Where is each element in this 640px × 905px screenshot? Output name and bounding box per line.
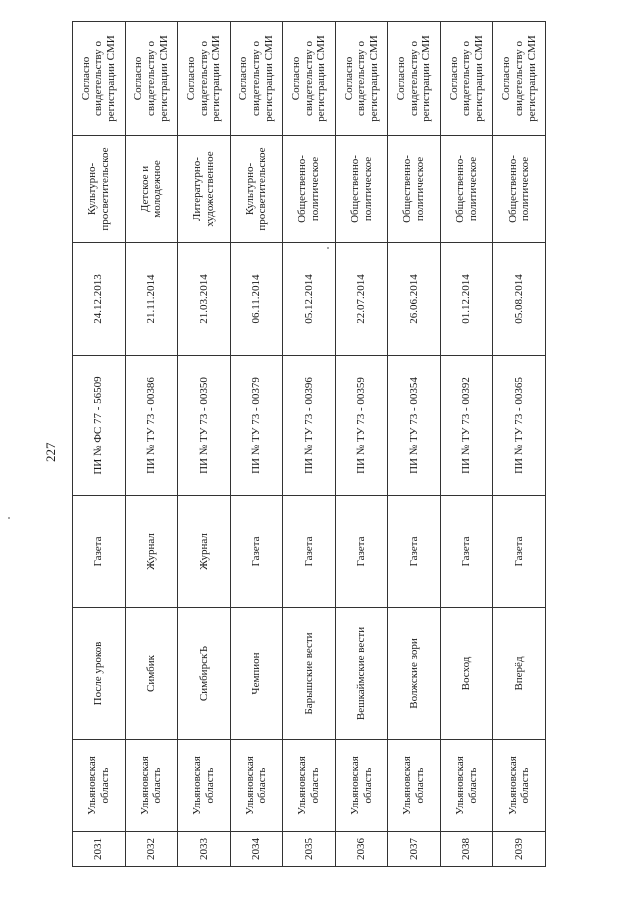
- cell-topic: Общественно-политическое: [283, 136, 336, 243]
- cell-form: Газета: [493, 496, 546, 608]
- cell-title: После уроков: [73, 608, 126, 740]
- cell-title: Вперёд: [493, 608, 546, 740]
- cell-reg-no: ПИ № ТУ 73 - 00396: [283, 356, 336, 496]
- cell-date: 24.12.2013: [73, 243, 126, 356]
- cell-topic: Общественно-политическое: [493, 136, 546, 243]
- cell-form: Газета: [335, 496, 388, 608]
- registry-table-rotated: [72, 22, 546, 867]
- cell-region: Ульяновская область: [388, 740, 441, 832]
- cell-num: 2037: [388, 832, 441, 867]
- cell-title: Барышские вести: [283, 608, 336, 740]
- cell-date: 05.08.2014: [493, 243, 546, 356]
- cell-topic: Общественно-политическое: [335, 136, 388, 243]
- cell-distribution: Согласно свидетельству о регистрации СМИ: [230, 22, 283, 136]
- media-registry-table: [72, 21, 546, 867]
- cell-date: 22.07.2014: [335, 243, 388, 356]
- cell-reg-no: ПИ № ТУ 73 - 00392: [440, 356, 493, 496]
- cell-num: 2034: [230, 832, 283, 867]
- cell-topic: Культурно-просветительское: [73, 136, 126, 243]
- cell-date: 06.11.2014: [230, 243, 283, 356]
- cell-region: Ульяновская область: [125, 740, 178, 832]
- table-body: [73, 22, 546, 867]
- cell-num: 2036: [335, 832, 388, 867]
- cell-topic: Общественно-политическое: [388, 136, 441, 243]
- cell-distribution: Согласно свидетельству о регистрации СМИ: [335, 22, 388, 136]
- cell-title: Симбик: [125, 608, 178, 740]
- table-row: [73, 22, 126, 867]
- cell-reg-no: ПИ № ТУ 73 - 00350: [178, 356, 231, 496]
- cell-region: Ульяновская область: [335, 740, 388, 832]
- cell-distribution: Согласно свидетельству о регистрации СМИ: [178, 22, 231, 136]
- cell-distribution: Согласно свидетельству о регистрации СМИ: [388, 22, 441, 136]
- page-number: 227: [43, 442, 58, 462]
- cell-distribution: Согласно свидетельству о регистрации СМИ: [73, 22, 126, 136]
- cell-title: СимбирскЪ: [178, 608, 231, 740]
- table-row: [440, 22, 493, 867]
- cell-num: 2032: [125, 832, 178, 867]
- table-row: [493, 22, 546, 867]
- cell-distribution: Согласно свидетельству о регистрации СМИ: [283, 22, 336, 136]
- cell-num: 2031: [73, 832, 126, 867]
- cell-region: Ульяновская область: [493, 740, 546, 832]
- table-row: [388, 22, 441, 867]
- cell-reg-no: ПИ № ТУ 73 - 00365: [493, 356, 546, 496]
- cell-date: 21.03.2014: [178, 243, 231, 356]
- cell-topic: Культурно-просветительское: [230, 136, 283, 243]
- cell-date: 26.06.2014: [388, 243, 441, 356]
- cell-form: Газета: [440, 496, 493, 608]
- cell-topic: Общественно-политическое: [440, 136, 493, 243]
- table-row: [283, 22, 336, 867]
- cell-distribution: Согласно свидетельству о регистрации СМИ: [440, 22, 493, 136]
- cell-date: 01.12.2014: [440, 243, 493, 356]
- cell-reg-no: ПИ № ТУ 73 - 00359: [335, 356, 388, 496]
- cell-region: Ульяновская область: [73, 740, 126, 832]
- cell-title: Вешкаймские вести: [335, 608, 388, 740]
- cell-num: 2035: [283, 832, 336, 867]
- cell-date: 21.11.2014: [125, 243, 178, 356]
- cell-region: Ульяновская область: [440, 740, 493, 832]
- cell-reg-no: ПИ № ТУ 73 - 00386: [125, 356, 178, 496]
- cell-reg-no: ПИ № ТУ 73 - 00354: [388, 356, 441, 496]
- cell-num: 2038: [440, 832, 493, 867]
- cell-reg-no: ПИ № ФС 77 - 56509: [73, 356, 126, 496]
- table-row: [125, 22, 178, 867]
- cell-form: Журнал: [178, 496, 231, 608]
- table-row: [335, 22, 388, 867]
- table-row: [230, 22, 283, 867]
- cell-form: Газета: [283, 496, 336, 608]
- cell-title: Чемпион: [230, 608, 283, 740]
- cell-title: Восход: [440, 608, 493, 740]
- cell-title: Волжские зори: [388, 608, 441, 740]
- cell-num: 2039: [493, 832, 546, 867]
- cell-topic: Детское и молодежное: [125, 136, 178, 243]
- cell-region: Ульяновская область: [230, 740, 283, 832]
- cell-form: Журнал: [125, 496, 178, 608]
- cell-form: Газета: [388, 496, 441, 608]
- cell-form: Газета: [73, 496, 126, 608]
- cell-num: 2033: [178, 832, 231, 867]
- cell-region: Ульяновская область: [178, 740, 231, 832]
- cell-topic: Литературно-художественное: [178, 136, 231, 243]
- cell-distribution: Согласно свидетельству о регистрации СМИ: [125, 22, 178, 136]
- table-row: [178, 22, 231, 867]
- cell-region: Ульяновская область: [283, 740, 336, 832]
- scan-speck: [8, 517, 10, 519]
- cell-reg-no: ПИ № ТУ 73 - 00379: [230, 356, 283, 496]
- cell-date: 05.12.2014: [283, 243, 336, 356]
- cell-form: Газета: [230, 496, 283, 608]
- cell-distribution: Согласно свидетельству о регистрации СМИ: [493, 22, 546, 136]
